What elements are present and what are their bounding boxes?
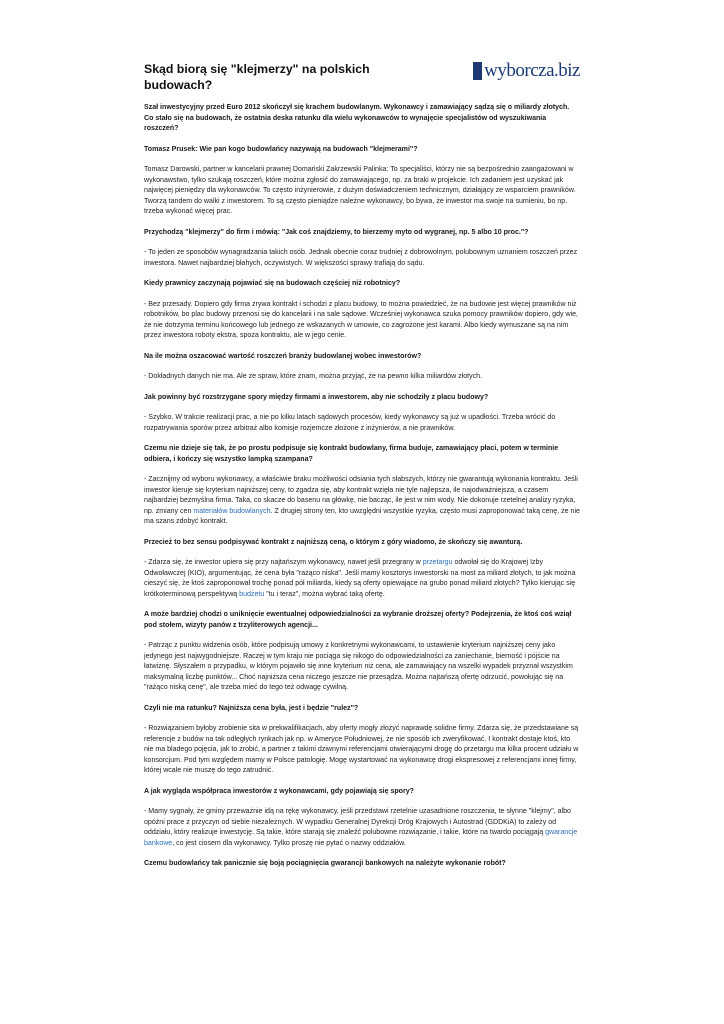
answer-7: - Zdarza się, że inwestor upiera się przy najtańszym wykonawcy, nawet jeśli przegrany w przetargu odwołał się do Krajowej Izby Odwoławczej (KIO), argumentując, że cena była "rażąco niska". Jeśli mamy kosztorys inwestorski na most za miliard złotych, to jak można cieszyć się, że ktoś zaproponował trochę ponad pół miliarda, kiedy są oferty opiewające na grubo ponad miliard złotych? Tylko kierując się krótkoterminową perspektywą budżetu "tu i teraz", można wybrać taką ofertę. (144, 559, 576, 598)
brand-wordmark: wyborcza.biz (484, 60, 580, 81)
answer-9: - Rozwiązaniem byłoby zrobienie sita w prekwalifikacjach, aby oferty mogły złożyć naprawdę solidne firmy. Zdarza się, że przedstawiane są referencje z budów na tak odległych rynkach jak np. w Ameryce Południowej, że nie sposób ich zweryfikować. I kontrakt dostaje ktoś, kto nie ma bladego pojęcia, jak to zrobić, a partner z takimi dziwnymi referencjami otwierającymi drogę do przetargu ma kilka procent udziału w konsorcjum. Pod tym względem mamy w Polsce patologię. Mogę wystartować na wykonawcę drogi ekspresowej z referencjami innej firmy, której wcale nie muszę do tego zatrudnić. (144, 725, 579, 774)
question-7: Przecież to bez sensu podpisywać kontrakt z najniższą ceną, o którym z góry wiadomo, że skończy się awanturą. (144, 538, 523, 546)
question-6: Czemu nie dzieje się tak, że po prostu podpisuje się kontrakt budowlany, firma buduje, zamawiający płaci, potem w terminie odbiera, i kończy się wszystko lampką szampana? (144, 445, 559, 463)
question-9: Czyli nie ma ratunku? Najniższa cena była, jest i będzie "rulez"? (144, 704, 359, 712)
question-11: Czemu budowlańcy tak panicznie się boją pociągnięcia gwarancji bankowych na należyte wykonanie robót? (144, 860, 506, 867)
question-1: Tomasz Prusek: Wie pan kogo budowlańcy nazywają na budowach "klejmerami"? (144, 145, 418, 153)
answer-5: - Szybko. W trakcie realizacji prac, a nie po kilku latach sądowych procesów, kiedy wykonawcy są już w upadłości. Trzeba wrócić do rozpatrywania sporów przez arbitraż albo komisje rozjemcze złożone z inżynierów, a nie prawników. (144, 414, 556, 432)
answer-10: - Mamy sygnały, że gminy przeważnie idą na rękę wykonawcy, jeśli przedstawi rzetelnie uzasadnione roszczenia, te słynne "klejmy", albo opóźni prace z przyczyn od siebie niezależnych. W wypadku Generalnej Dyrekcji Dróg Krajowych i Autostrad (GDDKiA) to zależy od oddziału, który realizuje inwestycję. Są takie, które starają się znaleźć polubowne rozwiązanie, i takie, które na twardo pociągają gwarancje bankowe, co jest ciosem dla wykonawcy. Tylko proszę nie pytać o nazwy oddziałów. (144, 808, 578, 847)
question-10: A jak wygląda współpraca inwestorów z wykonawcami, gdy pojawiają się spory? (144, 787, 414, 795)
link-gwarancje-bankowe[interactable]: gwarancje bankowe (144, 829, 578, 847)
brand-mark-icon (473, 62, 482, 80)
question-8: A może bardziej chodzi o uniknięcie ewentualnej odpowiedzialności za wybranie droższej oferty? Podejrzenia, że ktoś coś wziął pod stołem, wizyty panów z trzyliterowych agencji... (144, 611, 572, 629)
article-lead: Szał inwestycyjny przed Euro 2012 skończył się krachem budowlanym. Wykonawcy i zamawiający sądzą się o miliardy złotych. Co stało się na budowach, że ostatnia deska ratunku dla wielu wykonawców to wynajęcie specjalistów od wyszukiwania roszczeń? (144, 104, 570, 132)
article-header (144, 58, 580, 96)
question-3: Kiedy prawnicy zaczynają pojawiać się na budowach częściej niż robotnicy? (144, 280, 401, 287)
brand-logo[interactable] (473, 61, 580, 81)
answer-2: - To jeden ze sposobów wynagradzania takich osób. Jednak obecnie coraz trudniej z dobrowolnym, polubownym uznaniem roszczeń przez inwestora. Nawet najbardziej błahych, oczywistych. W większości sprawy trafiają do sądu. (144, 249, 578, 267)
question-4: Na ile można oszacować wartość roszczeń branży budowlanej wobec inwestorów? (144, 352, 422, 360)
question-2: Przychodzą "klejmerzy" do firm i mówią: "Jak coś znajdziemy, to bierzemy myto od wygranej, np. 5 albo 10 proc."? (144, 228, 529, 236)
answer-1: Tomasz Darowski, partner w kancelarii prawnej Domański Zakrzewski Palinka: To specjaliści, którzy nie są bezpośrednio zaangażowani w wykonawstwo, tylko szukają roszczeń, które można zgłosić do zamawiającego, np. za braki w projekcie. Ich zadaniem jest uzyskać jak najwięcej pieniędzy dla wykonawców. To często inżynierowie, z dużym doświadczeniem technicznym, działający ze wsparciem prawników. Tworzą tandem do walki z inwestorem. To są często pieniądze należne wykonawcy, bo bywa, że inwestor ma swoje na sumieniu, bo np. trzeba wykonać więcej prac. (144, 166, 576, 215)
answer-8: - Patrząc z punktu widzenia osób, które podpisują umowy z konkretnymi wykonawcami, to ustawienie kryterium najniższej ceny jako jedynego jest najwygodniejsze. Raczej w tym kraju nie pociąga się nikogo do odpowiedzialności za zaniechanie, bierność i pójście na łatwiznę. Słyszałem o przypadku, w którym pojawiło się inne kryterium niż cena, ale zamawiający na wszelki wypadek przyznał wszystkim maksymalną liczbę punktów... Choć najniższa cena niczego jeszcze nie przesądza. Można najtańszą ofertę odrzucić, powołując się na "rażąco niską cenę", ale trzeba mieć do tego też odwagę cywilną. (144, 642, 573, 691)
answer-6: - Zacznijmy od wyboru wykonawcy, a właściwie braku możliwości odsiania tych słabszych, którzy nie gwarantują wykonania kontraktu. Jeśli inwestor kieruje się kryterium najniższej ceny, to zgadza się, aby kontrakt wzięła nie tyle najlepsza, ile najodważniejsza, a czasem najbardziej bezmyślna firma. Taka, co skacze do basenu na główkę, nie bacząc, ile jest w nim wody. Nie dokonuje rzetelnej analizy ryzyka, np. zmiany cen materiałów budowlanych. Z drugiej strony ten, kto uwzględni wszystkie ryzyka, często musi zaproponować taką cenę, że nie ma szans zdobyć kontrakt. (144, 476, 580, 525)
link-budzet[interactable]: budżetu (239, 590, 265, 598)
question-5: Jak powinny być rozstrzygane spory między firmami a inwestorem, aby nie schodziły z placu budowy? (144, 393, 489, 401)
answer-3: - Bez przesady. Dopiero gdy firma zrywa kontrakt i schodzi z placu budowy, to można powiedzieć, że na budowie jest więcej prawników niż robotników, bo plac budowy przenosi się do kancelarii i na sale sądowe. Wcześniej wykonawca szuka pomocy prawników dopiero, gdy wie, że nie dotrzyma terminu końcowego lub jednego ze wskazanych w umowie, co zagrożone jest karami. Albo kiedy wymuszane są na nim przez inwestora roboty ekstra, spoza kontraktu, ale w jego cenie. (144, 300, 578, 339)
article-title: Skąd biorą się "klejmerzy" na polskich budowach? (144, 62, 370, 92)
link-materialy-budowlane[interactable]: materiałów budowlanych (193, 507, 271, 515)
link-przetarg[interactable]: przetargu (422, 559, 453, 566)
article-page (144, 58, 580, 880)
answer-4: - Dokładnych danych nie ma. Ale ze spraw, które znam, można przyjąć, że na pewno kilka miliardów złotych. (144, 373, 483, 380)
